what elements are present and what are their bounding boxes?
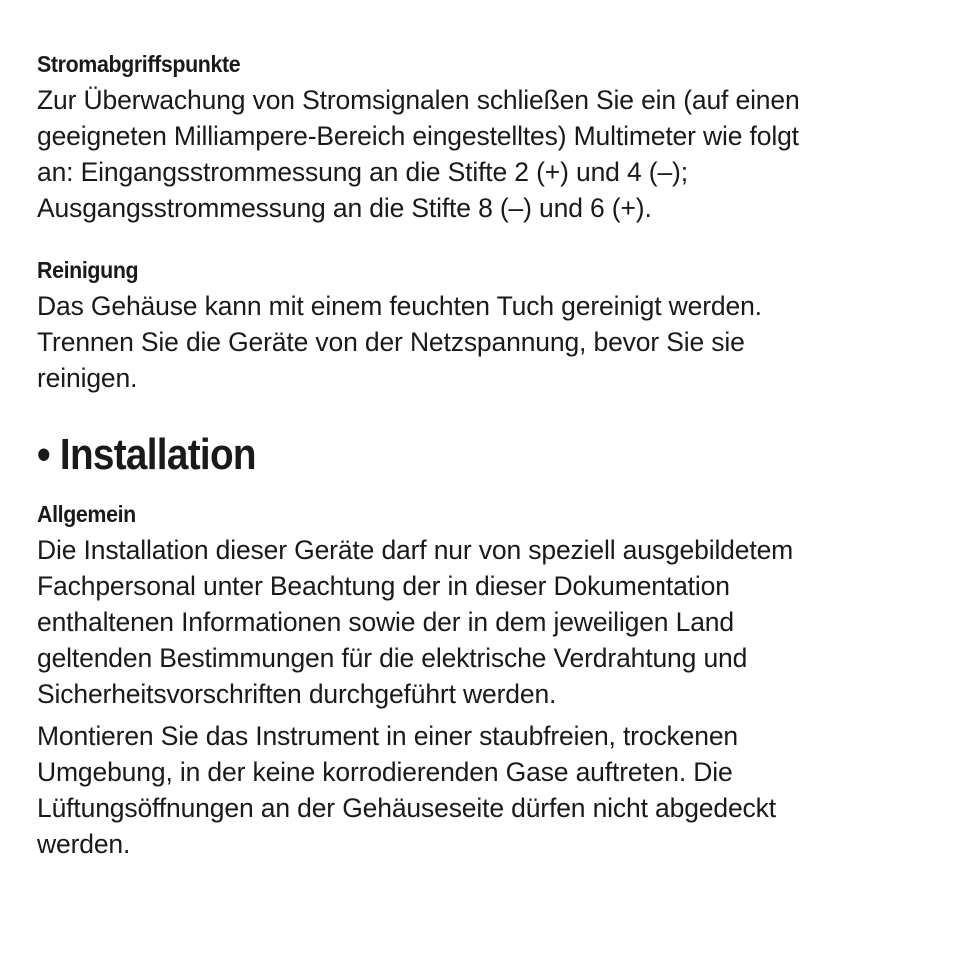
text-line: geltenden Bestimmungen für die elektrische Verdrahtung und: [37, 643, 748, 673]
section-heading: Stromabgriffspunkte: [37, 51, 241, 77]
section-allgemein: [37, 500, 917, 862]
text-line: an: Eingangsstrommessung an die Stifte 2 (+) und 4 (–);: [37, 157, 688, 187]
section-installation: [37, 430, 917, 480]
text-line: Montieren Sie das Instrument in einer staubfreien, trockenen: [37, 721, 739, 751]
text-line: Fachpersonal unter Beachtung der in dieser Dokumentation: [37, 571, 730, 601]
text-line: Das Gehäuse kann mit einem feuchten Tuch gereinigt werden.: [37, 291, 762, 321]
text-line: werden.: [37, 829, 131, 859]
text-line: Die Installation dieser Geräte darf nur von speziell ausgebildetem: [37, 535, 794, 565]
text-line: Zur Überwachung von Stromsignalen schließen Sie ein (auf einen: [37, 85, 800, 115]
text-line: reinigen.: [37, 363, 138, 393]
section-paragraph: [37, 82, 917, 226]
section-heading: Allgemein: [37, 501, 136, 527]
main-heading: • Installation: [37, 430, 256, 479]
text-line: Trennen Sie die Geräte von der Netzspannung, bevor Sie sie: [37, 327, 745, 357]
section-heading: Reinigung: [37, 257, 139, 283]
text-line: geeigneten Milliampere-Bereich eingestelltes) Multimeter wie folgt: [37, 121, 799, 151]
text-line: enthaltenen Informationen sowie der in dem jeweiligen Land: [37, 607, 734, 637]
section-paragraph: [37, 288, 917, 396]
text-line: Sicherheitsvorschriften durchgeführt werden.: [37, 679, 557, 709]
section-paragraph: [37, 532, 917, 712]
section-stromabgriffspunkte: [37, 50, 917, 226]
text-line: Lüftungsöffnungen an der Gehäuseseite dürfen nicht abgedeckt: [37, 793, 776, 823]
section-reinigung: [37, 256, 917, 396]
text-line: Ausgangsstrommessung an die Stifte 8 (–) und 6 (+).: [37, 193, 652, 223]
section-paragraph: [37, 718, 917, 862]
text-line: Umgebung, in der keine korrodierenden Gase auftreten. Die: [37, 757, 733, 787]
